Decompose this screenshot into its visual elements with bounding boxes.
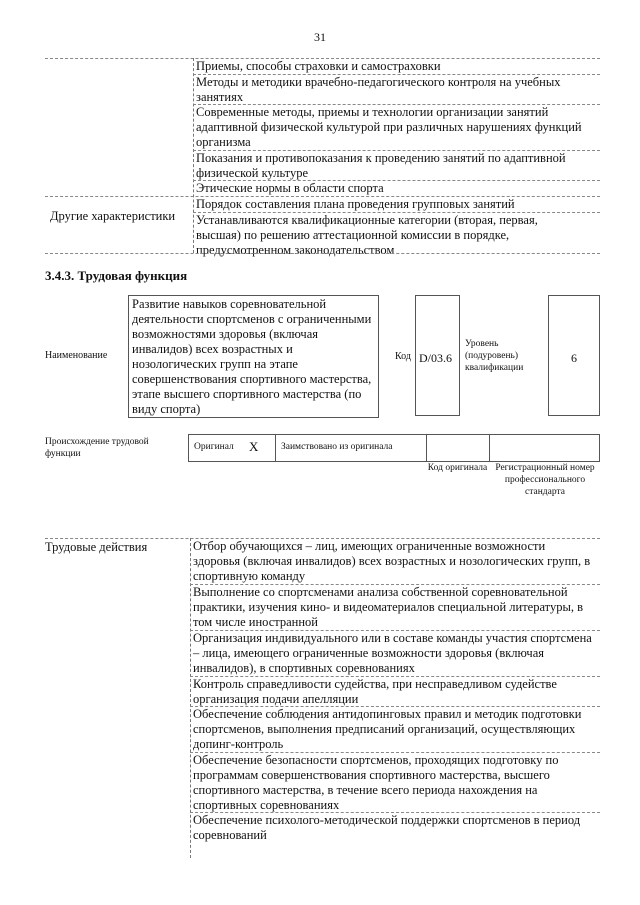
table-row: Обеспечение соблюдения антидопинговых правил и методик подготовки спортсменов, выполнения предписаний организаций, осуществляющих допинг-контроль bbox=[193, 707, 582, 751]
table-row: Приемы, способы страховки и самостраховки bbox=[196, 59, 441, 73]
table-row: Современные методы, приемы и технологии организации занятий адаптивной физической культурой при различных нарушениях функций организма bbox=[196, 105, 582, 149]
table-row: Выполнение со спортсменами анализа собственной соревновательной практики, изучения кино- и видеоматериалов специальной литературы, в том числе иностранной bbox=[193, 585, 584, 629]
actions-label: Трудовые действия bbox=[45, 540, 148, 554]
original-label: Оригинал bbox=[194, 442, 234, 452]
function-name-box bbox=[128, 295, 379, 418]
level-label: Уровень (подуровень) квалификации bbox=[465, 339, 524, 373]
table-row: Отбор обучающихся – лиц, имеющих ограниченные возможности здоровья (включая инвалидов) всех возрастных и нозологических групп, в спортивную команду bbox=[193, 539, 591, 583]
level-value: 6 bbox=[571, 351, 577, 365]
level-box bbox=[548, 295, 600, 416]
table-row: Устанавливаются квалификационные категории (вторая, первая, высшая) по решению аттестационной комиссии в порядке, предусмотренном законодательством bbox=[196, 213, 538, 257]
table-row: Обеспечение безопасности спортсменов, проходящих подготовку по программам совершенствования спортивного мастерства, высшего спортивного мастерства, в течение всего периода нахождения на спортивных соревнованиях bbox=[193, 753, 559, 812]
section-title: 3.4.3. Трудовая функция bbox=[45, 268, 188, 283]
table-row: Показания и противопоказания к проведению занятий по адаптивной физической культуре bbox=[196, 151, 566, 180]
code-original-label: Код оригинала bbox=[427, 463, 488, 473]
table-row: Контроль справедливости судейства, при несправедливом судействе организация подачи апелляции bbox=[193, 677, 557, 706]
borrowed-label: Заимствовано из оригинала bbox=[281, 442, 393, 452]
table-row: Методы и методики врачебно-педагогического контроля на учебных занятиях bbox=[196, 75, 561, 104]
code-value: D/03.6 bbox=[419, 351, 452, 365]
code-label: Код bbox=[395, 351, 411, 362]
function-name: Развитие навыков соревновательной деятельности спортсменов с ограниченными возможностями здоровья (включая инвалидов) всех возрастных и нозологических групп на этапе совершенствования спортивного мастерства, этапе высшего спортивного мастерства (по виду спорта) bbox=[132, 297, 372, 416]
reg-number-label: Регистрационный номер профессионального стандарта bbox=[495, 463, 595, 497]
code-box bbox=[415, 295, 460, 416]
table-row: Порядок составления плана проведения групповых занятий bbox=[196, 197, 515, 211]
table-row: Организация индивидуального или в составе команды участия спортсмена – лица, имеющего ограниченные возможности здоровья (включая инвалидов), в спортивных соревнованиях bbox=[193, 631, 592, 675]
page-number: 31 bbox=[314, 30, 326, 44]
origin-label: Происхождение трудовой функции bbox=[45, 437, 149, 459]
origin-box bbox=[188, 434, 600, 462]
table-row: Этические нормы в области спорта bbox=[196, 181, 384, 195]
original-mark: X bbox=[249, 439, 259, 454]
other-characteristics-label: Другие характеристики bbox=[50, 209, 176, 223]
table-row: Обеспечение психолого-методической поддержки спортсменов в период соревнований bbox=[193, 813, 581, 842]
name-label: Наименование bbox=[45, 350, 108, 361]
